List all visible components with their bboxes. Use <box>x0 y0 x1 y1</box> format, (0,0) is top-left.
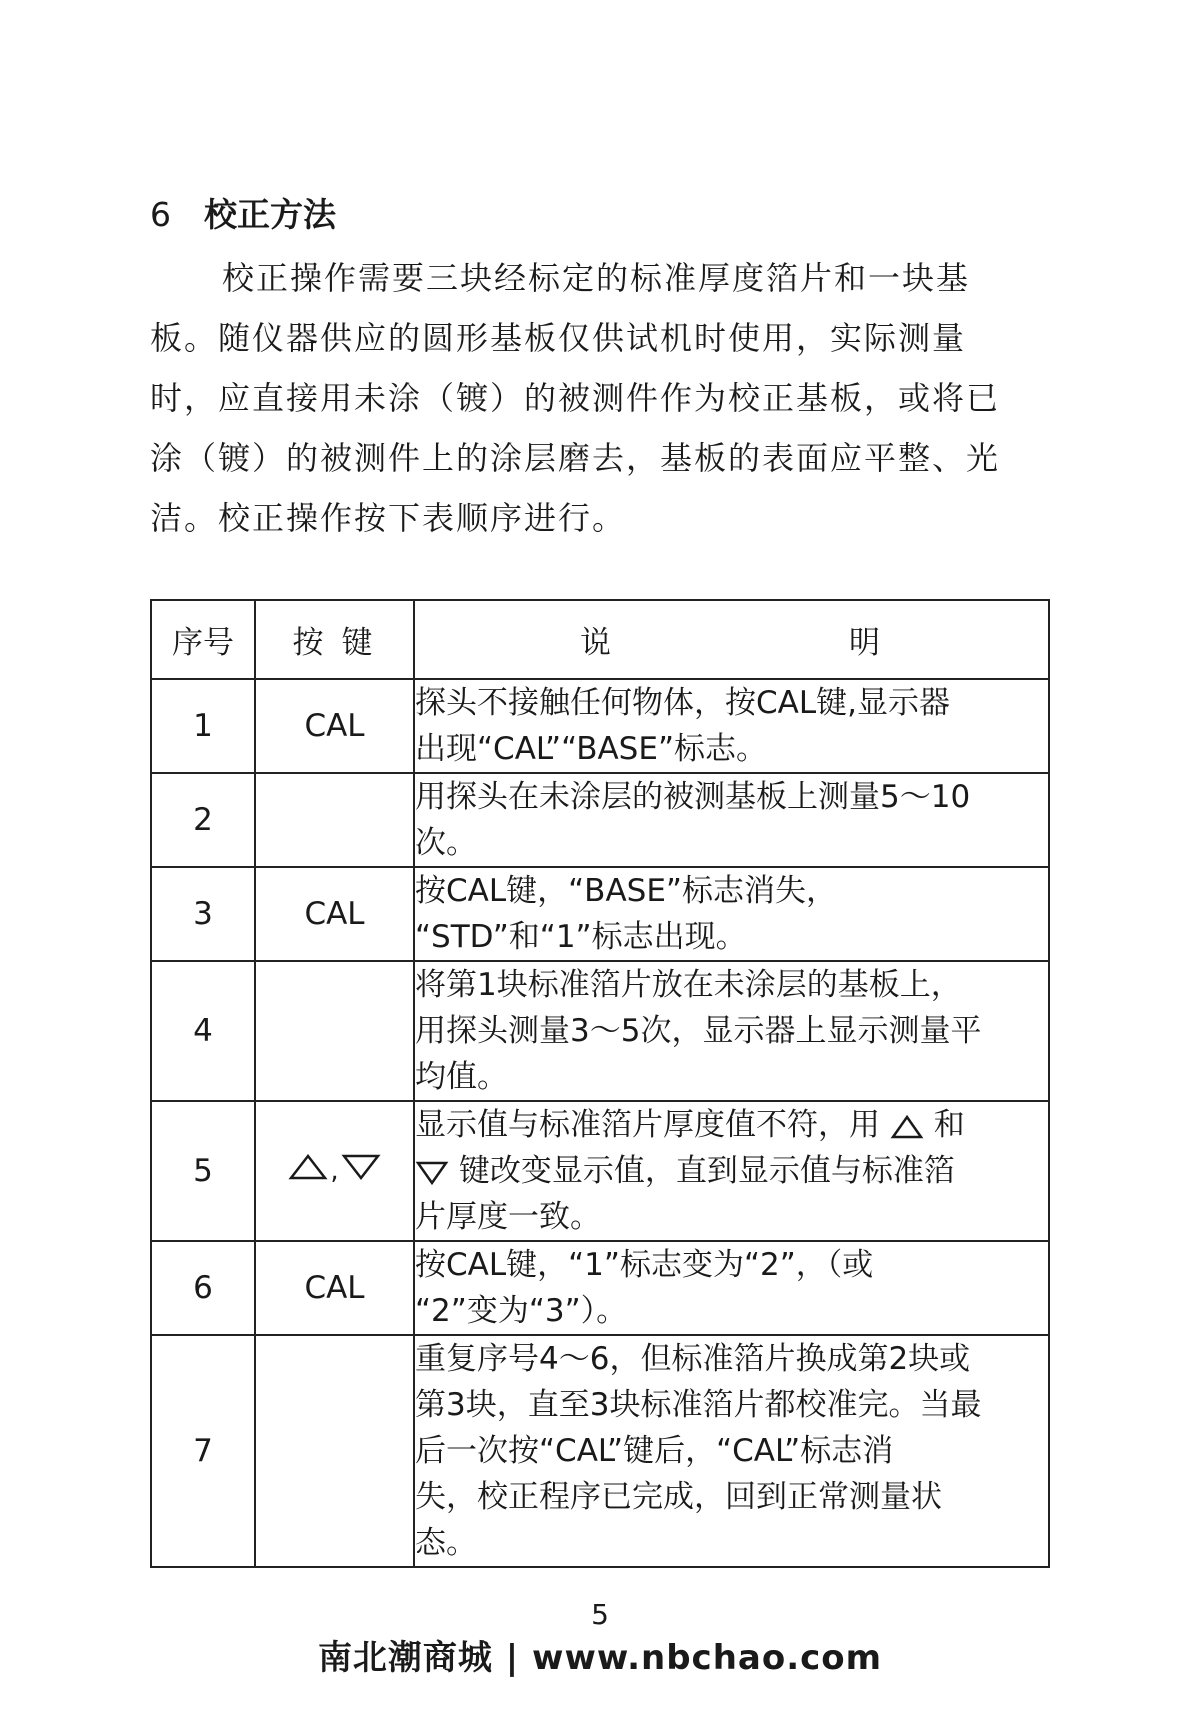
key-separator: , <box>330 1156 339 1186</box>
row-number: 6 <box>151 1241 255 1335</box>
up-triangle-icon <box>890 1114 924 1140</box>
footer-watermark: 南北潮商城 | www.nbchao.com <box>317 1638 883 1678</box>
row-description: 探头不接触任何物体，按CAL键,显示器 出现“CAL”“BASE”标志。 <box>414 679 1049 773</box>
header-sequence: 序号 <box>151 600 255 679</box>
row-number: 5 <box>151 1101 255 1241</box>
table-row <box>151 773 1049 867</box>
row-number: 3 <box>151 867 255 961</box>
table-row <box>151 1101 1049 1241</box>
table-row <box>151 1241 1049 1335</box>
intro-line: 校正操作需要三块经标定的标准厚度箔片和一块基 <box>222 259 971 297</box>
row-description: 按CAL键，“BASE”标志消失， “STD”和“1”标志出现。 <box>414 867 1049 961</box>
row-description: 按CAL键，“1”标志变为“2”，（或 “2”变为“3”）。 <box>414 1241 1049 1335</box>
header-key: 按键 <box>255 600 414 679</box>
intro-paragraph <box>150 248 1050 548</box>
row-key <box>255 1101 414 1241</box>
row-description: 将第1块标准箔片放在未涂层的基板上， 用探头测量3～5次，显示器上显示测量平 均值。 <box>414 961 1049 1101</box>
row-description: 显示值与标准箔片厚度值不符，用 和 键改变显示值，直到显示值与标准箔 片厚度一致。 <box>414 1101 1049 1241</box>
page-number: 5 <box>591 1598 609 1631</box>
row-description: 用探头在未涂层的被测基板上测量5～10 次。 <box>414 773 1049 867</box>
table-row <box>151 867 1049 961</box>
intro-line: 洁。校正操作按下表顺序进行。 <box>150 499 627 537</box>
row-number: 7 <box>151 1335 255 1567</box>
table-row <box>151 679 1049 773</box>
calibration-table <box>150 599 1050 1568</box>
intro-line: 时，应直接用未涂（镀）的被测件作为校正基板，或将已 <box>150 379 1001 417</box>
row-key <box>255 961 414 1101</box>
row-key <box>255 773 414 867</box>
header-description: 说 明 <box>414 600 1049 679</box>
up-triangle-icon <box>288 1153 328 1181</box>
table-row <box>151 1335 1049 1567</box>
section-heading <box>150 190 336 240</box>
row-key <box>255 1335 414 1567</box>
row-number: 1 <box>151 679 255 773</box>
intro-line: 涂（镀）的被测件上的涂层磨去，基板的表面应平整、光 <box>150 439 1001 477</box>
down-triangle-icon <box>415 1160 449 1186</box>
row-number: 4 <box>151 961 255 1101</box>
down-triangle-icon <box>341 1153 381 1181</box>
intro-line: 板。随仪器供应的圆形基板仅供试机时使用，实际测量 <box>150 319 967 357</box>
row-description: 重复序号4～6，但标准箔片换成第2块或 第3块，直至3块标准箔片都校准完。当最 后一次按“CAL”键后，“CAL”标志消 失，校正程序已完成，回到正常测量状 态。 <box>414 1335 1049 1567</box>
row-key: CAL <box>255 867 414 961</box>
row-number: 2 <box>151 773 255 867</box>
row-key: CAL <box>255 1241 414 1335</box>
table-header-row <box>151 600 1049 679</box>
section-title: 校正方法 <box>204 195 336 234</box>
row-key: CAL <box>255 679 414 773</box>
table-row <box>151 961 1049 1101</box>
section-number: 6 <box>150 195 171 234</box>
